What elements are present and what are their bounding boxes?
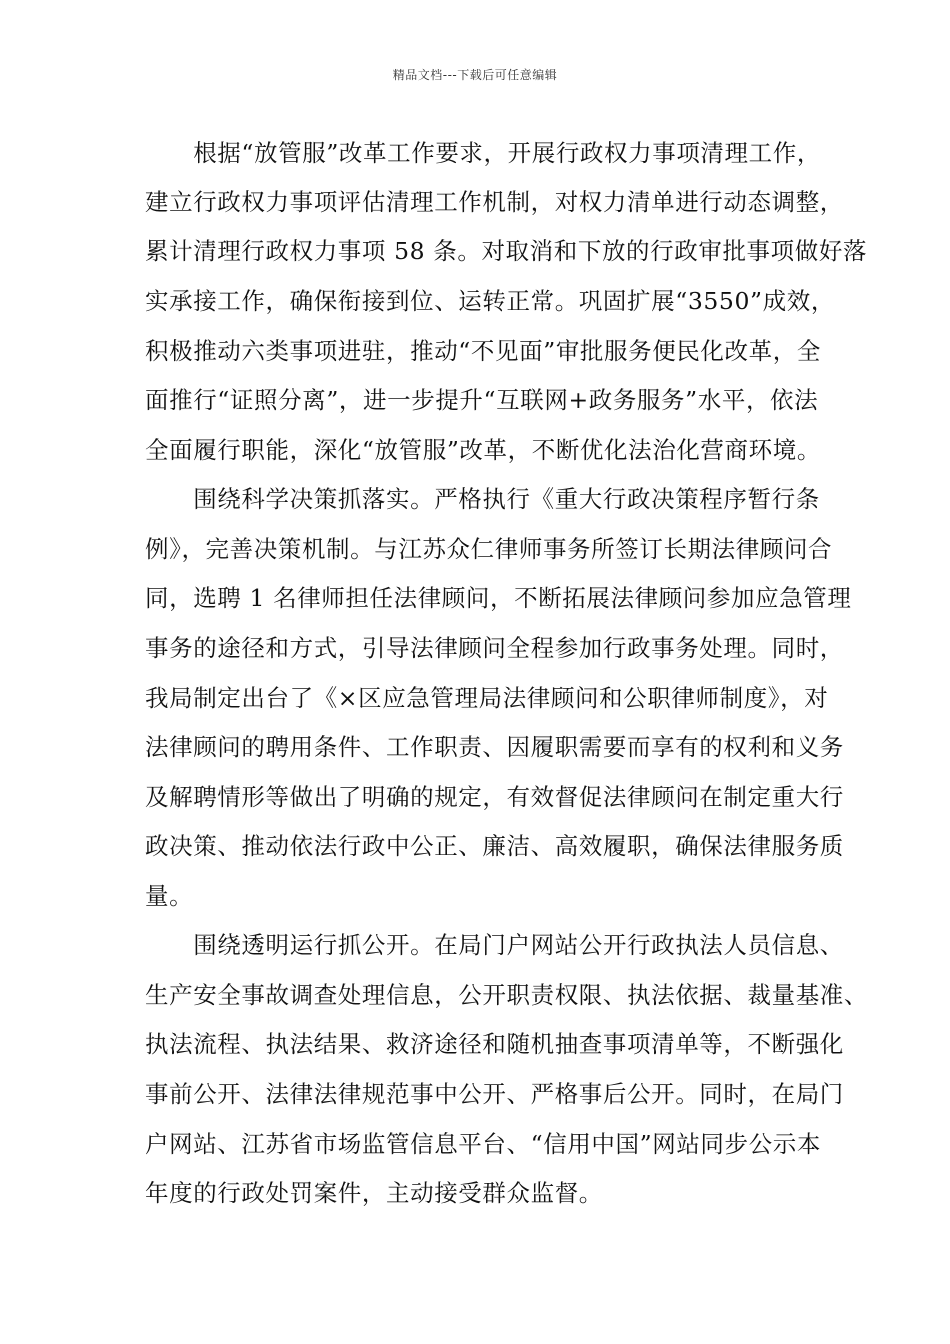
paragraph-3-line: 户网站、江苏省市场监管信息平台、“信用中国”网站同步公示本 [145, 1130, 821, 1158]
paragraph-1-line: 面推行“证照分离”，进一步提升“互联网+政务服务”水平，依法 [145, 386, 819, 414]
paragraph-2-line: 例》，完善决策机制。与江苏众仁律师事务所签订长期法律顾问合 [145, 535, 833, 563]
paragraph-1-line: 实承接工作，确保衔接到位、运转正常。巩固扩展“3550”成效， [145, 287, 835, 315]
paragraph-3-line: 年度的行政处罚案件，主动接受群众监督。 [145, 1179, 603, 1207]
paragraph-1-line: 累计清理行政权力事项 58 条。对取消和下放的行政审批事项做好落 [145, 237, 868, 265]
paragraph-2-line: 同，选聘 1 名律师担任法律顾问，不断拓展法律顾问参加应急管理 [145, 584, 852, 612]
paragraph-3-line: 执法流程、执法结果、救济途径和随机抽查事项清单等，不断强化 [145, 1030, 844, 1058]
paragraph-1-line: 根据“放管服”改革工作要求，开展行政权力事项清理工作， [145, 139, 821, 167]
paragraph-1-line: 积极推动六类事项进驻，推动“不见面”审批服务便民化改革，全 [145, 337, 821, 365]
paragraph-3-line: 生产安全事故调查处理信息，公开职责权限、执法依据、裁量基准、 [145, 981, 868, 1009]
paragraph-2-line: 及解聘情形等做出了明确的规定，有效督促法律顾问在制定重大行 [145, 783, 844, 811]
paragraph-2-line: 量。 [145, 882, 194, 910]
paragraph-2-line: 法律顾问的聘用条件、工作职责、因履职需要而享有的权利和义务 [145, 733, 844, 761]
paragraph-2-line: 政决策、推动依法行政中公正、廉洁、高效履职，确保法律服务质 [145, 832, 844, 860]
paragraph-2-line: 事务的途径和方式，引导法律顾问全程参加行政事务处理。同时， [145, 634, 844, 662]
paragraph-3-line: 围绕透明运行抓公开。在局门户网站公开行政执法人员信息、 [145, 931, 844, 959]
page-header: 精品文档---下载后可任意编辑 [392, 68, 558, 82]
paragraph-2-line: 围绕科学决策抓落实。严格执行《重大行政决策程序暂行条 [145, 485, 820, 513]
paragraph-1-line: 建立行政权力事项评估清理工作机制，对权力清单进行动态调整， [145, 188, 844, 216]
paragraph-1-line: 全面履行职能，深化“放管服”改革，不断优化法治化营商环境。 [145, 436, 821, 464]
paragraph-3-line: 事前公开、法律法律规范事中公开、严格事后公开。同时，在局门 [145, 1080, 844, 1108]
paragraph-2-line: 我局制定出台了《×区应急管理局法律顾问和公职律师制度》，对 [145, 684, 829, 712]
